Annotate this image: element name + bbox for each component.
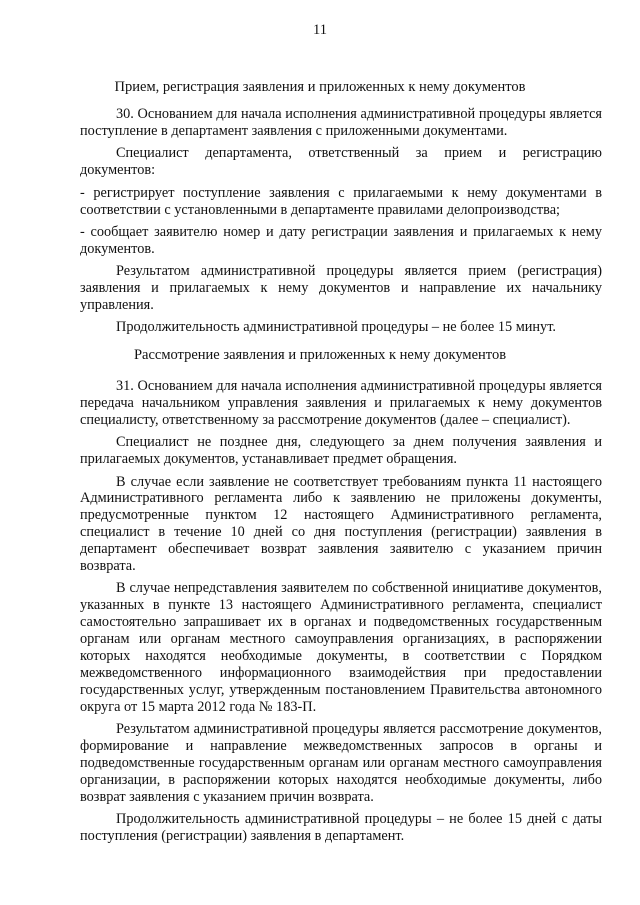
paragraph-31: 31. Основанием для начала исполнения административной процедуры является передача начальником управления заявления и прилагаемых к нему документов специалисту, ответственному за рассмотрение документов (далее – специалист). [80, 378, 602, 428]
section-body-reception [80, 106, 602, 342]
paragraph-return-case: В случае если заявление не соответствует требованиям пункта 11 настоящего Административного регламента либо к заявлению не приложены документы, предусмотренные пунктом 12 настоящего Административного регламента, специалист в течение 10 дней со дня поступления (регистрации) заявления в департамент обеспечивает возврат заявления заявителю с указанием причин возврата. [80, 473, 602, 575]
section-heading-reception: Прием, регистрация заявления и приложенных к нему документов [114, 79, 526, 95]
paragraph-30: 30. Основанием для начала исполнения административной процедуры является поступление в департамент заявления с приложенными документами. [80, 106, 602, 139]
list-item-register: - регистрирует поступление заявления с прилагаемыми к нему документами в соответствии с установленными в департаменте правилами делопроизводства; [80, 184, 602, 218]
paragraph-result-review: Результатом административной процедуры является рассмотрение документов, формирование и направление межведомственных запросов в органы и подведомственные государственным органам или органам местного самоуправления организации, в распоряжении которых находятся необходимые документы, либо возврат заявления с указанием причин возврата. [80, 721, 602, 805]
section-body-review [80, 378, 602, 851]
page-number: 11 [313, 22, 327, 38]
paragraph-duration-reception: Продолжительность административной процедуры – не более 15 минут. [116, 319, 556, 336]
paragraph-subject-definition: Специалист не позднее дня, следующего за днем получения заявления и прилагаемых документов, устанавливает предмет обращения. [80, 434, 602, 468]
paragraph-duration-review: Продолжительность административной процедуры – не более 15 дней с даты поступления (регистрации) заявления в департамент. [80, 811, 602, 845]
list-item-inform: - сообщает заявителю номер и дату регистрации заявления и прилагаемых к нему документов. [80, 223, 602, 257]
section-heading-review: Рассмотрение заявления и приложенных к нему документов [133, 347, 507, 363]
paragraph-specialist-duties: Специалист департамента, ответственный за прием и регистрацию документов: [80, 145, 602, 179]
paragraph-result-reception: Результатом административной процедуры является прием (регистрация) заявления и прилагаемых к нему документов и направление их начальнику управления. [80, 263, 602, 314]
paragraph-interagency-requests: В случае непредставления заявителем по собственной инициативе документов, указанных в пункте 13 настоящего Административного регламента, специалист самостоятельно запрашивает их в органах и подведомственных государственным органам или органам местного самоуправления организациях, в распоряжении которых находятся необходимые документы, в соответствии с Порядком межведомственного информационного взаимодействия при предоставлении государственных услуг, утвержденным постановлением Правительства автономного округа от 15 марта 2012 года № 183-П. [80, 580, 602, 715]
